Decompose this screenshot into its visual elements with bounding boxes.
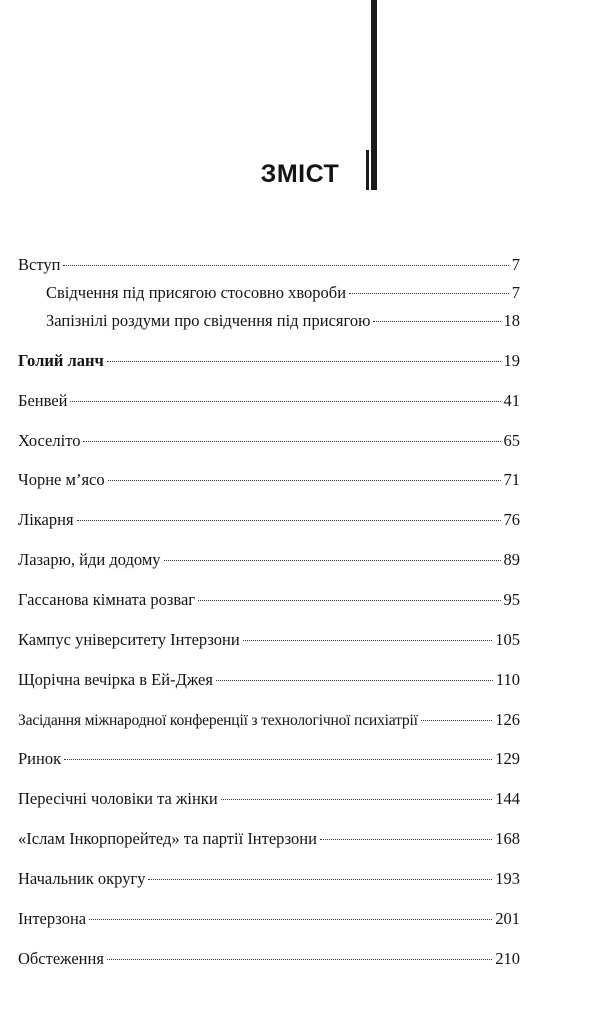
toc-entry-page: 168 bbox=[495, 829, 520, 848]
toc-entry-page: 71 bbox=[503, 470, 520, 489]
toc-entry bbox=[18, 469, 520, 491]
toc-entry-label: Засідання міжнародної конференції з технологічної психіатрії bbox=[18, 712, 418, 729]
toc-entry-page: 105 bbox=[495, 630, 520, 649]
toc-entry-label: Щорічна вечірка в Ей-Джея bbox=[18, 670, 213, 689]
toc-entry-label: «Іслам Інкорпорейтед» та партії Інтерзони bbox=[18, 829, 317, 848]
toc-entry-page: 89 bbox=[503, 550, 520, 569]
toc-entry bbox=[46, 310, 520, 332]
toc-entry-label: Голий ланч bbox=[18, 351, 104, 370]
toc-leader-dots bbox=[107, 959, 492, 960]
toc-entry-label: Свідчення під присягою стосовно хвороби bbox=[46, 283, 347, 302]
toc-entry-label: Запізнілі роздуми про свідчення під присягою bbox=[46, 311, 371, 330]
toc-entry bbox=[18, 868, 520, 890]
toc-entry bbox=[18, 350, 520, 372]
toc-leader-dots bbox=[107, 361, 501, 362]
toc-entry bbox=[18, 549, 520, 571]
toc-entry bbox=[18, 709, 520, 732]
toc-leader-dots bbox=[216, 680, 493, 681]
toc-entry bbox=[18, 948, 520, 970]
toc-entry-page: 41 bbox=[503, 391, 520, 410]
toc-leader-dots bbox=[70, 401, 500, 402]
toc-entry-label: Вступ bbox=[18, 255, 61, 274]
toc-entry bbox=[18, 788, 520, 810]
toc-entry-label: Пересічні чоловіки та жінки bbox=[18, 789, 218, 808]
toc-entry-page: 7 bbox=[511, 283, 520, 302]
toc-leader-dots bbox=[164, 560, 501, 561]
toc-entry-page: 144 bbox=[495, 789, 520, 808]
toc-entry bbox=[18, 509, 520, 531]
toc-entry-page: 210 bbox=[495, 949, 520, 968]
toc-entry bbox=[18, 629, 520, 651]
toc-entry-page: 7 bbox=[511, 255, 520, 274]
toc-entry-label: Ринок bbox=[18, 749, 62, 768]
toc-entry-page: 76 bbox=[503, 510, 520, 529]
toc-entry-page: 19 bbox=[503, 351, 520, 370]
toc-entry-label: Лікарня bbox=[18, 510, 74, 529]
toc-leader-dots bbox=[198, 600, 500, 601]
toc-entry-page: 95 bbox=[503, 590, 520, 609]
toc-entry bbox=[18, 390, 520, 412]
toc-leader-dots bbox=[148, 879, 492, 880]
toc-entry bbox=[18, 669, 520, 691]
toc-leader-dots bbox=[63, 265, 508, 266]
toc-entry-label: Інтерзона bbox=[18, 909, 87, 928]
toc-entry-page: 65 bbox=[503, 431, 520, 450]
toc-entry-label: Обстеження bbox=[18, 949, 104, 968]
toc-entry bbox=[18, 589, 520, 611]
toc-entry-page: 110 bbox=[495, 670, 520, 689]
toc-entry bbox=[46, 282, 520, 304]
toc-entry-label: Чорне м’ясо bbox=[18, 470, 105, 489]
toc-entry-label: Гассанова кімната розваг bbox=[18, 590, 196, 609]
toc-leader-dots bbox=[421, 720, 492, 721]
toc-leader-dots bbox=[108, 480, 501, 481]
toc-entry-label: Хоселіто bbox=[18, 431, 81, 450]
toc-leader-dots bbox=[77, 520, 501, 521]
page-title: ЗМІСТ bbox=[260, 160, 340, 188]
toc-entry bbox=[18, 908, 520, 930]
toc-leader-dots bbox=[373, 321, 500, 322]
toc-entry-page: 193 bbox=[495, 869, 520, 888]
toc-entry bbox=[18, 430, 520, 452]
toc-entry-label: Бенвей bbox=[18, 391, 68, 410]
toc-leader-dots bbox=[89, 919, 492, 920]
toc-entry-page: 18 bbox=[503, 311, 520, 330]
toc-leader-dots bbox=[64, 759, 492, 760]
toc-entry bbox=[18, 828, 520, 850]
toc-leader-dots bbox=[83, 441, 500, 442]
toc-entry-label: Кампус університету Інтерзони bbox=[18, 630, 240, 649]
toc-entry-page: 129 bbox=[495, 749, 520, 768]
toc-leader-dots bbox=[243, 640, 493, 641]
toc-leader-dots bbox=[320, 839, 492, 840]
toc-entry bbox=[18, 748, 520, 770]
toc-entry-page: 126 bbox=[495, 710, 520, 729]
toc-entry bbox=[18, 254, 520, 276]
toc-entry-label: Начальник округу bbox=[18, 869, 146, 888]
toc-entry-label: Лазарю, йди додому bbox=[18, 550, 161, 569]
toc-leader-dots bbox=[221, 799, 493, 800]
toc-entry-page: 201 bbox=[495, 909, 520, 928]
toc-leader-dots bbox=[349, 293, 509, 294]
